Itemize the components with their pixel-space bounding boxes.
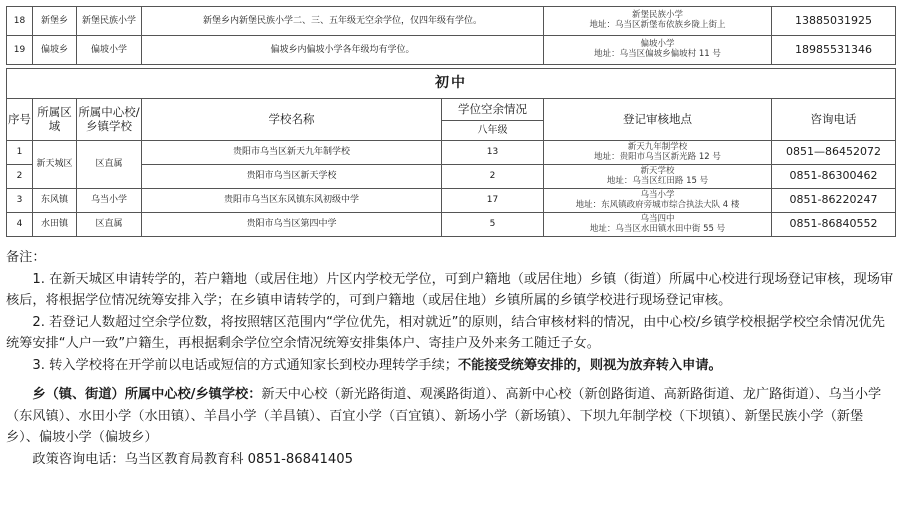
note-2: 2. 若登记人数超过空余学位数，将按照辖区范围内“学位优先，相对就近”的原则，结合审核材料的情况，由中心校/乡镇学校根据学校空余情况优先统筹安排“人户一致”户籍生，再根据剩余学位空余情况统筹安排集体户、寄挂户及外来务工随迁子女。 (6, 314, 885, 351)
area-cell: 新天城区 (33, 141, 77, 189)
address-cell (544, 36, 772, 65)
policy-contact (6, 449, 895, 471)
policy-value: 乌当区教育局教育科 0851-86841405 (124, 451, 354, 467)
vacancy-cell: 17 (442, 189, 544, 213)
school-cell: 贵阳市乌当区新天九年制学校 (142, 141, 442, 165)
header-school: 学校名称 (142, 99, 442, 141)
address-school: 乌当小学 (640, 189, 675, 200)
school-cell: 新堡民族小学 (77, 7, 142, 36)
header-address: 登记审核地点 (544, 99, 772, 141)
table-row (7, 36, 896, 65)
centers-list (6, 384, 895, 449)
phone-cell: 0851-86300462 (772, 165, 896, 189)
phone-cell: 18985531346 (772, 36, 896, 65)
vacancy-cell: 13 (442, 141, 544, 165)
table-row (7, 213, 896, 237)
address-detail: 地址：乌当区红田路 15 号 (606, 175, 709, 186)
note-1: 1. 在新天城区申请转学的，若户籍地（或居住地）片区内学校无学位，可到户籍地（或居住地）乡镇（街道）所属中心校进行现场登记审核，现场审核后，将根据学位情况统筹安排入学；在乡镇申请转学的，可到户籍地（或居住地）乡镇所属的乡镇学校进行现场登记审核。 (6, 271, 894, 308)
notes-section (6, 247, 895, 470)
address-cell (544, 165, 772, 189)
address-cell (544, 189, 772, 213)
top-continuation-table (6, 6, 896, 65)
area-cell: 水田镇 (33, 213, 77, 237)
table-row (7, 189, 896, 213)
address-cell (544, 141, 772, 165)
school-cell: 偏坡小学 (77, 36, 142, 65)
situation-cell: 新堡乡内新堡民族小学二、三、五年级无空余学位，仅四年级有学位。 (142, 7, 544, 36)
header-row (7, 99, 896, 121)
vacancy-cell: 2 (442, 165, 544, 189)
situation-cell: 偏坡乡内偏坡小学各年级均有学位。 (142, 36, 544, 65)
address-detail: 地址：东风镇政府旁城市综合执法大队 4 楼 (575, 199, 740, 210)
header-grade: 八年级 (442, 121, 544, 141)
header-center: 所属中心校/乡镇学校 (77, 99, 142, 141)
address-detail: 地址：贵阳市乌当区新光路 12 号 (594, 151, 721, 162)
school-cell: 贵阳市乌当区第四中学 (142, 213, 442, 237)
seq-cell: 2 (7, 165, 33, 189)
note-3-text: 3. 转入学校将在开学前以电话或短信的方式通知家长到校办理转学手续； (32, 357, 458, 373)
policy-label: 政策咨询电话： (32, 451, 125, 467)
address-school: 乌当四中 (640, 213, 675, 224)
address-school: 偏坡小学 (640, 39, 675, 50)
area-cell: 偏坡乡 (33, 36, 77, 65)
area-cell: 东风镇 (33, 189, 77, 213)
address-school: 新天九年制学校 (627, 141, 688, 152)
address-school: 新天学校 (640, 165, 675, 176)
vacancy-cell: 5 (442, 213, 544, 237)
school-cell: 贵阳市乌当区东风镇东风初级中学 (142, 189, 442, 213)
center-cell: 区直属 (77, 141, 142, 189)
note-3 (6, 355, 895, 377)
phone-cell: 13885031925 (772, 7, 896, 36)
phone-cell: 0851-86220247 (772, 189, 896, 213)
header-vacancy: 学位空余情况 (442, 99, 544, 121)
seq-cell: 3 (7, 189, 33, 213)
address-detail: 地址：乌当区水田镇水田中街 55 号 (589, 223, 726, 234)
table-row (7, 7, 896, 36)
table-title-row (7, 69, 896, 99)
header-phone: 咨询电话 (772, 99, 896, 141)
center-cell: 区直属 (77, 213, 142, 237)
header-seq: 序号 (7, 99, 33, 141)
address-detail: 地址：乌当区新堡布依族乡陇上街上 (589, 20, 726, 30)
school-cell: 贵阳市乌当区新天学校 (142, 165, 442, 189)
seq-cell: 19 (7, 36, 33, 65)
address-school: 新堡民族小学 (631, 10, 683, 21)
notes-label: 备注： (6, 250, 46, 265)
seq-cell: 1 (7, 141, 33, 165)
header-area: 所属区域 (33, 99, 77, 141)
section-title: 初中 (7, 69, 896, 99)
table-row (7, 141, 896, 165)
address-detail: 地址：乌当区偏坡乡偏坡村 11 号 (594, 49, 721, 59)
area-cell: 新堡乡 (33, 7, 77, 36)
address-cell (544, 213, 772, 237)
note-3-emphasis: 不能接受统筹安排的，则视为放弃转入申请。 (457, 357, 722, 373)
centers-text: 新天中心校（新光路街道、观溪路街道）、高新中心校（新创路街道、高新路街道、龙广路街道）、乌当小学（东风镇）、水田小学（水田镇）、羊昌小学（羊昌镇）、百宜小学（百宜镇）、新场小学（新场镇）、下坝九年制学校（下坝镇）、新堡民族小学（新堡乡）、偏坡小学（偏坡乡） (6, 387, 882, 445)
centers-label: 乡（镇、街道）所属中心校/乡镇学校： (32, 387, 262, 402)
seq-cell: 4 (7, 213, 33, 237)
middle-school-table (6, 68, 896, 237)
center-cell: 乌当小学 (77, 189, 142, 213)
address-cell (544, 7, 772, 36)
seq-cell: 18 (7, 7, 33, 36)
phone-cell: 0851-86840552 (772, 213, 896, 237)
phone-cell: 0851—86452072 (772, 141, 896, 165)
